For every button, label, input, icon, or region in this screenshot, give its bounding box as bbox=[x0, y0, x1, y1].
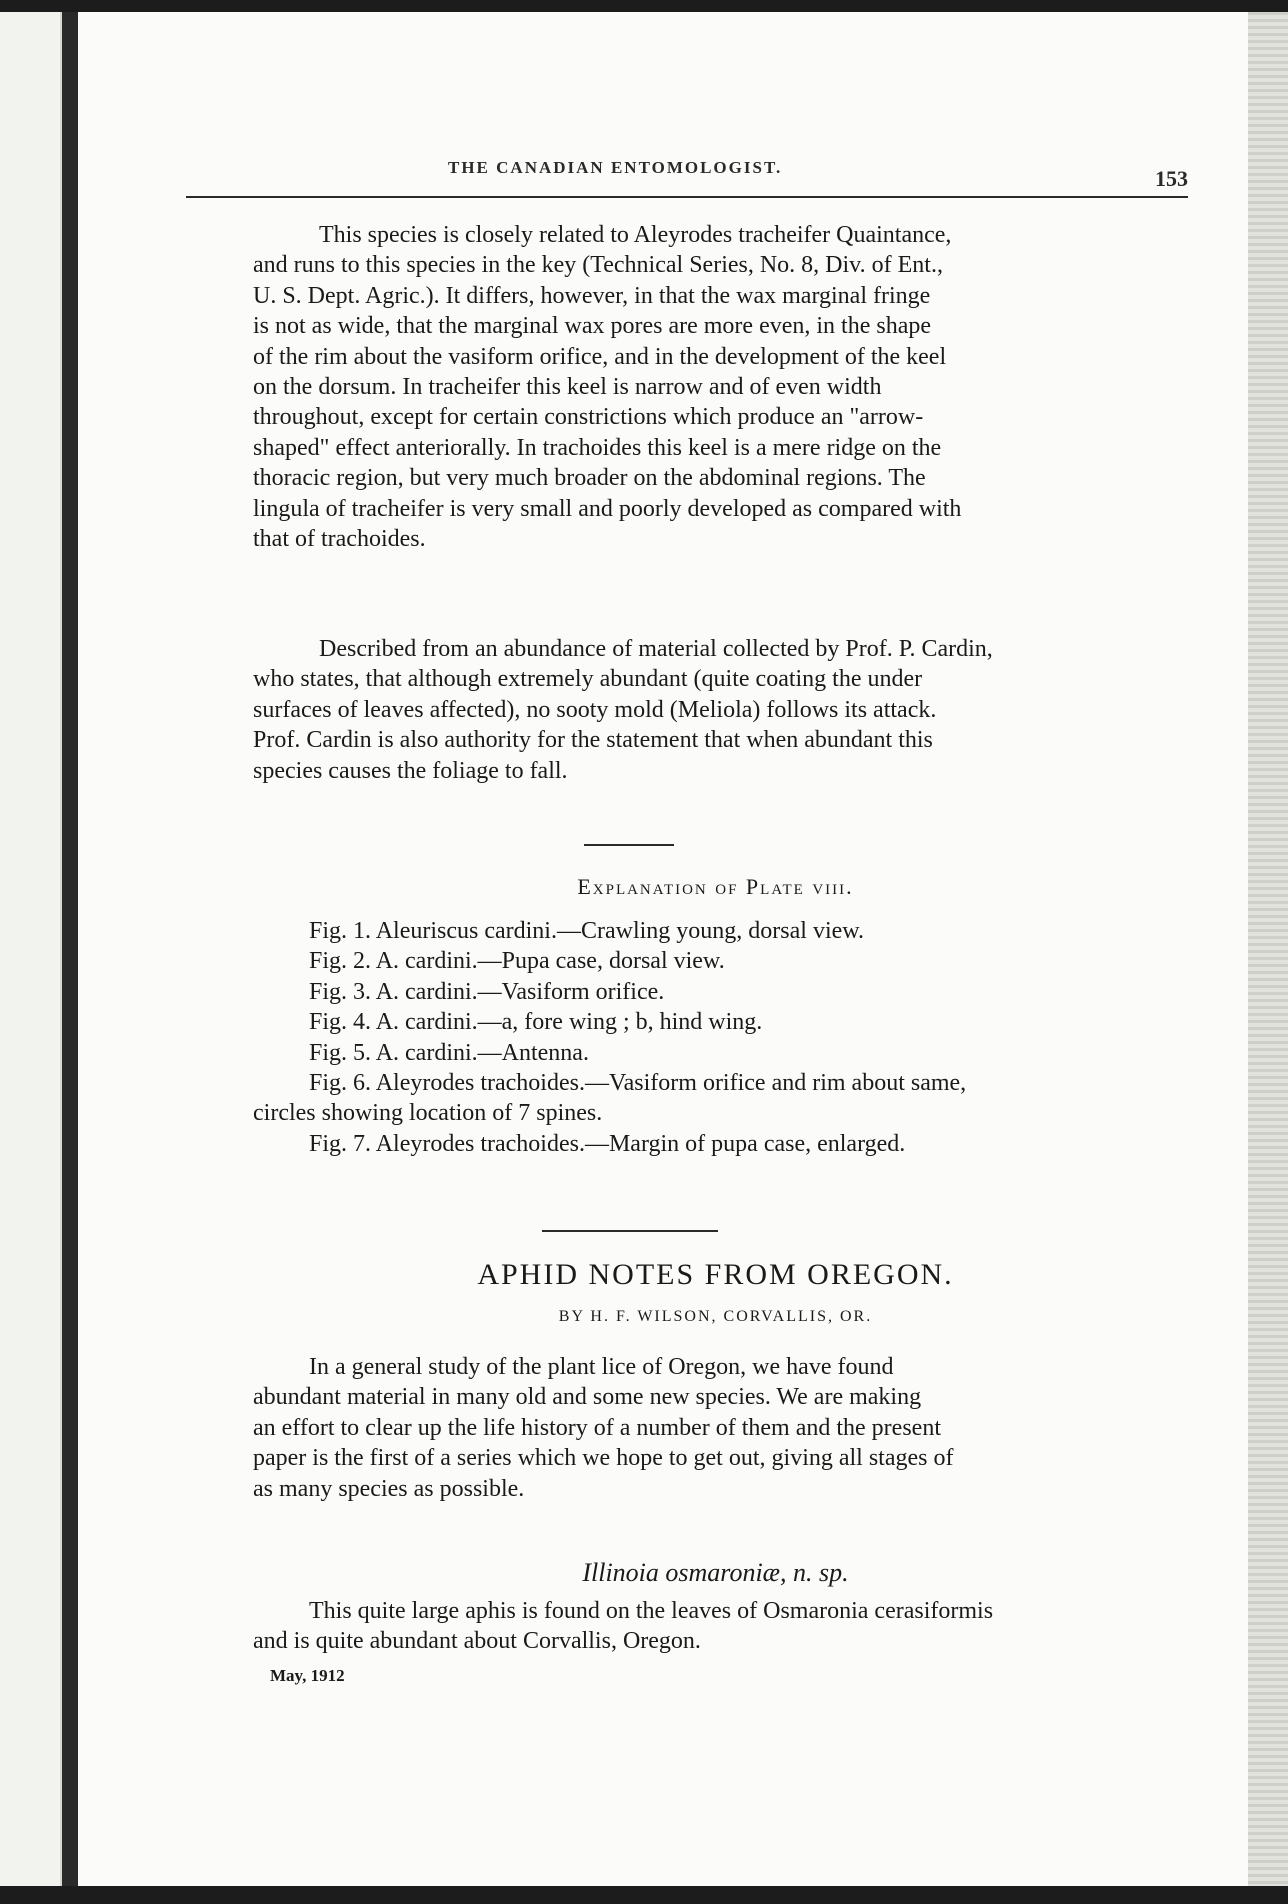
book-binding-shadow bbox=[62, 12, 78, 1886]
issue-date: May, 1912 bbox=[270, 1666, 345, 1685]
text-line: In a general study of the plant lice of Oregon, we have found bbox=[309, 1354, 894, 1380]
scan-top-edge bbox=[0, 0, 1288, 12]
running-title: THE CANADIAN ENTOMOLOGIST. bbox=[448, 158, 783, 177]
species-description bbox=[253, 1596, 1178, 1657]
facing-page-edge bbox=[0, 12, 60, 1886]
text-line: on the dorsum. In tracheifer this keel is narrow and of even width bbox=[253, 374, 882, 401]
plate-figure-list bbox=[253, 916, 1178, 1159]
figure-caption-continuation: circles showing location of 7 spines. bbox=[253, 1100, 603, 1127]
text-line: of the rim about the vasiform orifice, and in the development of the keel bbox=[253, 343, 947, 370]
text-line: paper is the first of a series which we hope to get out, giving all stages of bbox=[253, 1445, 954, 1472]
section-divider bbox=[584, 844, 674, 846]
running-head bbox=[78, 152, 1188, 202]
text-line: is not as wide, that the marginal wax pores are more even, in the shape bbox=[253, 313, 932, 340]
text-line: U. S. Dept. Agric.). It differs, however, in that the wax marginal fringe bbox=[253, 282, 931, 309]
text-line: This species is closely related to Aleyrodes tracheifer Quaintance, bbox=[319, 222, 952, 248]
article-byline: BY H. F. WILSON, CORVALLIS, OR. bbox=[558, 1308, 873, 1325]
plate-explanation-heading: Explanation of Plate viii. bbox=[577, 874, 854, 899]
text-line: throughout, except for certain constrictions which produce an "arrow- bbox=[253, 404, 924, 431]
figure-caption: Fig. 1. Aleuriscus cardini.—Crawling young, dorsal view. bbox=[309, 918, 865, 944]
paragraph-material-source bbox=[253, 634, 1178, 786]
text-line: and runs to this species in the key (Technical Series, No. 8, Div. of Ent., bbox=[253, 252, 943, 279]
text-line: an effort to clear up the life history of a number of them and the present bbox=[253, 1414, 941, 1441]
header-rule bbox=[186, 196, 1188, 198]
figure-caption: Fig. 4. A. cardini.—a, fore wing ; b, hind wing. bbox=[309, 1009, 763, 1036]
paragraph-species-comparison bbox=[253, 220, 1178, 554]
text-line: who states, that although extremely abundant (quite coating the under bbox=[253, 666, 923, 693]
article-divider bbox=[542, 1230, 718, 1232]
text-line: Described from an abundance of material collected by Prof. P. Cardin, bbox=[319, 636, 993, 662]
text-line: and is quite abundant about Corvallis, Oregon. bbox=[253, 1628, 701, 1655]
scan-right-margin bbox=[1248, 12, 1288, 1886]
text-line: lingula of tracheifer is very small and poorly developed as compared with bbox=[253, 495, 962, 522]
page-number: 153 bbox=[1155, 166, 1188, 191]
text-line: This quite large aphis is found on the leaves of Osmaronia cerasiformis bbox=[309, 1598, 994, 1624]
text-line: shaped" effect anteriorally. In trachoides this keel is a mere ridge on the bbox=[253, 434, 942, 461]
figure-caption: Fig. 7. Aleyrodes trachoides.—Margin of pupa case, enlarged. bbox=[309, 1130, 906, 1157]
figure-caption: Fig. 2. A. cardini.—Pupa case, dorsal view. bbox=[309, 948, 725, 975]
figure-caption: Fig. 5. A. cardini.—Antenna. bbox=[309, 1039, 589, 1066]
article-title: APHID NOTES FROM OREGON. bbox=[477, 1258, 954, 1291]
figure-caption: Fig. 6. Aleyrodes trachoides.—Vasiform orifice and rim about same, bbox=[309, 1070, 967, 1097]
text-line: as many species as possible. bbox=[253, 1475, 525, 1502]
text-line: surfaces of leaves affected), no sooty mold (Meliola) follows its attack. bbox=[253, 696, 937, 723]
text-line: Prof. Cardin is also authority for the statement that when abundant this bbox=[253, 727, 933, 754]
text-line: that of trachoides. bbox=[253, 526, 426, 553]
species-heading: Illinoia osmaroniæ, n. sp. bbox=[582, 1558, 849, 1587]
scan-bottom-edge bbox=[0, 1886, 1288, 1904]
journal-page bbox=[78, 12, 1248, 1886]
text-line: thoracic region, but very much broader on the abdominal regions. The bbox=[253, 465, 926, 492]
article-introduction bbox=[253, 1352, 1178, 1504]
text-line: abundant material in many old and some new species. We are making bbox=[253, 1384, 922, 1411]
text-line: species causes the foliage to fall. bbox=[253, 757, 568, 784]
figure-caption: Fig. 3. A. cardini.—Vasiform orifice. bbox=[309, 978, 665, 1005]
